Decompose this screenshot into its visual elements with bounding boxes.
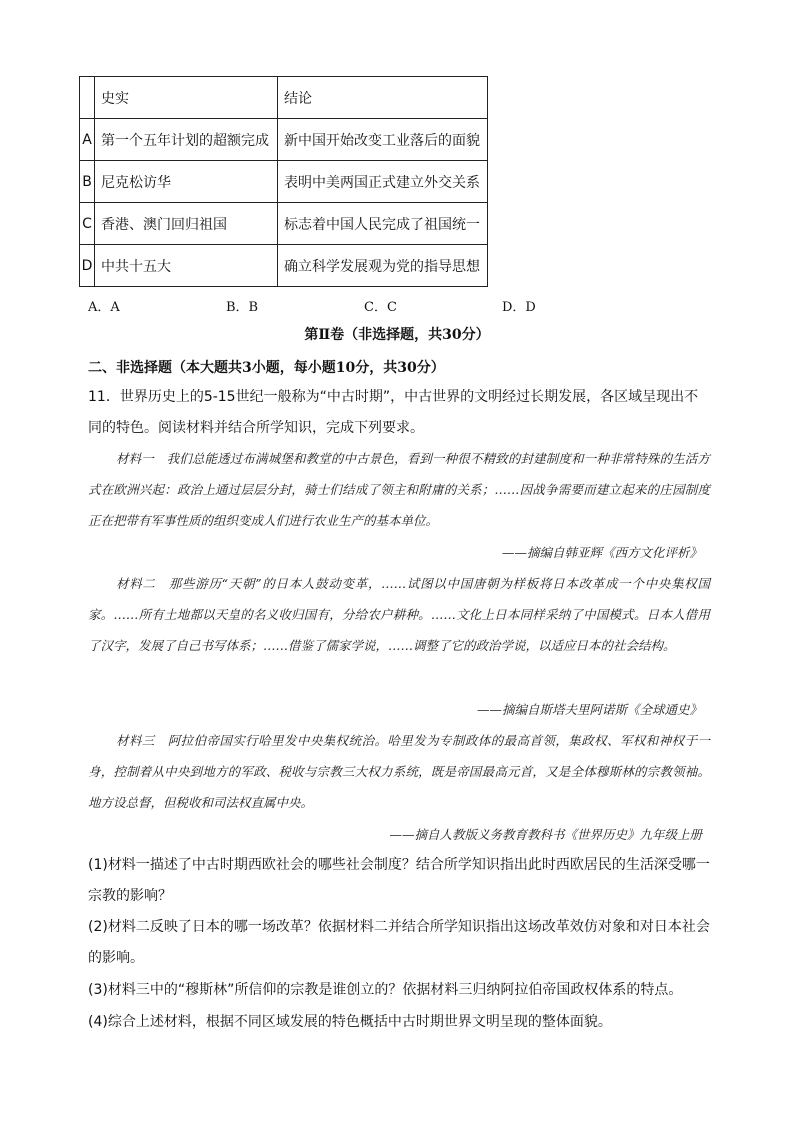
fact-cell: 第一个五年计划的超额完成 xyxy=(95,119,278,161)
row-label: A xyxy=(80,119,95,161)
row-label: D xyxy=(80,245,95,287)
fact-cell: 香港、澳门回归祖国 xyxy=(95,203,278,245)
section-title: 第Ⅱ卷（非选择题，共30分） xyxy=(304,327,490,343)
source-three: ——摘自人教版义务教育教科书《世界历史》九年级上册 xyxy=(389,827,702,842)
question-intro: 11．世界历史上的5-15世纪一般称为“中古时期”，中古世界的文明经过长期发展，各区域呈现出不同的特色。阅读材料并结合所学知识，完成下列要求。 xyxy=(88,389,699,436)
option-b: B．B xyxy=(226,300,259,315)
sub-question-4: (4)综合上述材料，根据不同区域发展的特色概括中古时期世界文明呈现的整体面貌。 xyxy=(88,1014,612,1030)
conclusion-cell: 标志着中国人民完成了祖国统一 xyxy=(278,203,488,245)
conclusion-cell: 确立科学发展观为党的指导思想 xyxy=(278,245,488,287)
table-header-cell xyxy=(80,77,95,119)
sub-question-2: (2)材料二反映了日本的哪一场改革？依据材料二并结合所学知识指出这场改革效仿对象和对日本社会的影响。 xyxy=(88,919,710,966)
answer-table xyxy=(79,76,488,287)
material-one: 材料一 我们总能透过布满城堡和教堂的中古景色，看到一种很不精致的封建制度和一种非常特殊的生活方式在欧洲兴起：政治上通过层层分封，骑士们结成了领主和附庸的关系；……因战争需要而建立起来的庄园制度正在把带有军事性质的组织变成人们进行农业生产的基本单位。 xyxy=(88,451,710,528)
table-header-cell: 结论 xyxy=(278,77,488,119)
row-label: B xyxy=(80,161,95,203)
material-three: 材料三 阿拉伯帝国实行哈里发中央集权统治。哈里发为专制政体的最高首领，集政权、军权和神权于一身，控制着从中央到地方的军政、税收与宗教三大权力系统，既是帝国最高元首，又是全体穆斯林的宗教领袖。地方设总督，但税收和司法权直属中央。 xyxy=(88,733,710,810)
table-row xyxy=(80,119,488,161)
material-two: 材料二 那些游历“天朝”的日本人鼓动变革，……试图以中国唐朝为样板将日本改革成一个中央集权国家。……所有土地都以天皇的名义收归国有，分给农户耕种。……文化上日本同样采纳了中国模式。日本人借用了汉字，发展了自己书写体系；……借鉴了儒家学说，……调整了它的政治学说，以适应日本的社会结构。 xyxy=(88,576,710,653)
row-label: C xyxy=(80,203,95,245)
table-row xyxy=(80,203,488,245)
sub-question-1: (1)材料一描述了中古时期西欧社会的哪些社会制度？结合所学知识指出此时西欧居民的生活深受哪一宗教的影响？ xyxy=(88,857,710,904)
option-c: C．C xyxy=(364,300,397,315)
fact-cell: 中共十五大 xyxy=(95,245,278,287)
part-title: 二、非选择题（本大题共3小题，每小题10分，共30分） xyxy=(88,360,445,376)
table-row xyxy=(80,161,488,203)
source-one: ——摘编自韩亚辉《西方文化评析》 xyxy=(501,545,702,560)
conclusion-cell: 表明中美两国正式建立外交关系 xyxy=(278,161,488,203)
table-header-row xyxy=(80,77,488,119)
table-row xyxy=(80,245,488,287)
option-a: A．A xyxy=(88,300,120,315)
conclusion-cell: 新中国开始改变工业落后的面貌 xyxy=(278,119,488,161)
table-header-cell: 史实 xyxy=(95,77,278,119)
fact-cell: 尼克松访华 xyxy=(95,161,278,203)
sub-question-3: (3)材料三中的“穆斯林”所信仰的宗教是谁创立的？依据材料三归纳阿拉伯帝国政权体系的特点。 xyxy=(88,982,683,998)
option-d: D．D xyxy=(502,300,536,315)
source-two: ——摘编自斯塔夫里阿诺斯《全球通史》 xyxy=(476,702,702,717)
